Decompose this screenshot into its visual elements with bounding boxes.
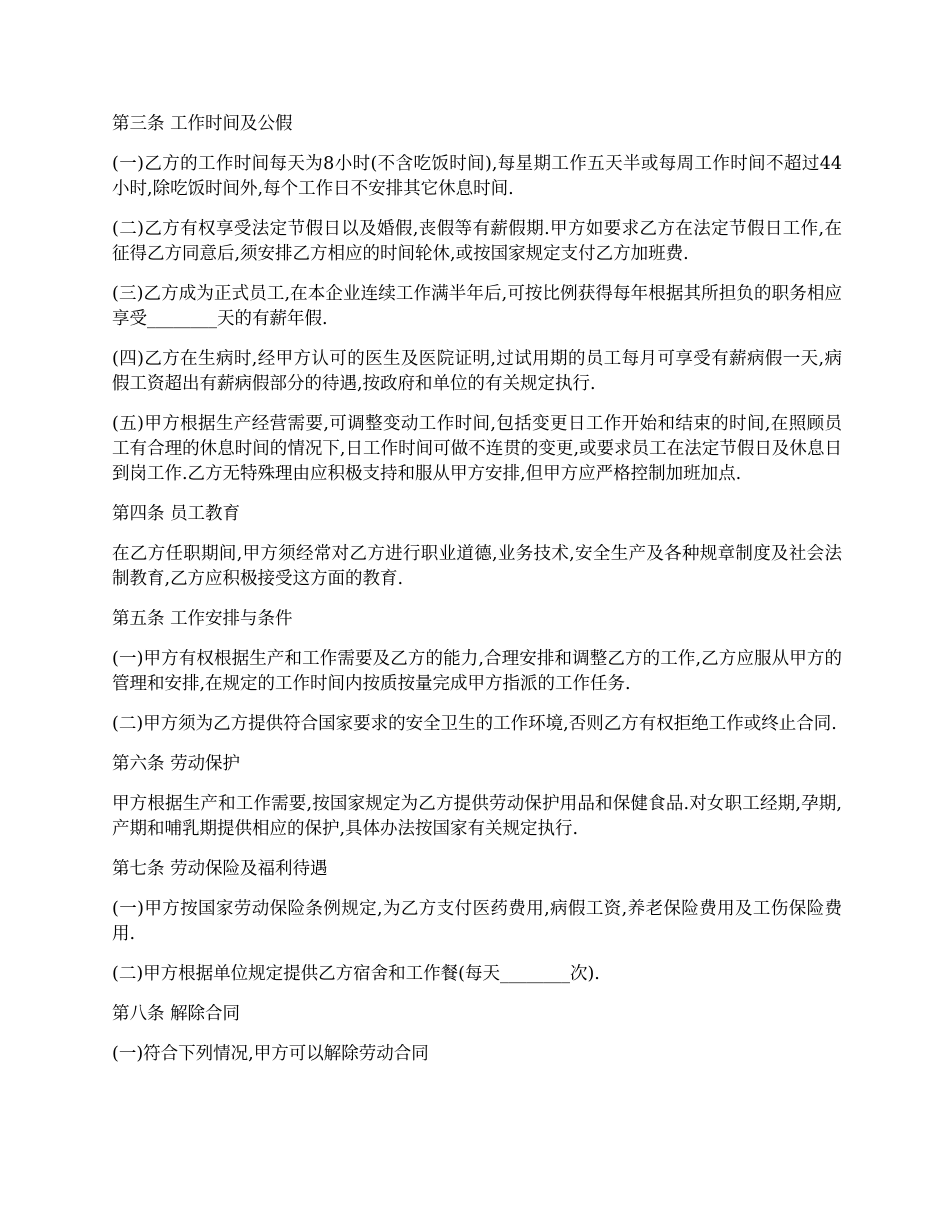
clause-3-2: (二)乙方有权享受法定节假日以及婚假,丧假等有薪假期.甲方如要求乙方在法定节假日工作,在征得乙方同意后,须安排乙方相应的时间轮休,或按国家规定支付乙方加班费. [112,219,842,264]
clause-5-2: (二)甲方须为乙方提供符合国家要求的安全卫生的工作环境,否则乙方有权拒绝工作或终止合同. [112,714,837,734]
clause-3-4: (四)乙方在生病时,经甲方认可的医生及医院证明,过试用期的员工每月可享受有薪病假一天,病假工资超出有薪病假部分的待遇,按政府和单位的有关规定执行. [112,349,842,394]
section-heading-article-4: 第四条 员工教育 [112,504,241,524]
clause-3-1: (一)乙方的工作时间每天为8小时(不含吃饭时间),每星期工作五天半或每周工作时间不超过44小时,除吃饭时间外,每个工作日不安排其它休息时间. [112,154,842,199]
clause-6-body: 甲方根据生产和工作需要,按国家规定为乙方提供劳动保护用品和保健食品.对女职工经期,孕期,产期和哺乳期提供相应的保护,具体办法按国家有关规定执行. [112,794,842,839]
clause-7-2: (二)甲方根据单位规定提供乙方宿舍和工作餐(每天________次). [112,964,600,984]
clause-7-1: (一)甲方按国家劳动保险条例规定,为乙方支付医药费用,病假工资,养老保险费用及工伤保险费用. [112,899,842,944]
document-body [112,112,842,1067]
clause-3-5: (五)甲方根据生产经营需要,可调整变动工作时间,包括变更日工作开始和结束的时间,在照顾员工有合理的休息时间的情况下,日工作时间可做不连贯的变更,或要求员工在法定节假日及休息日到岗工作.乙方无特殊理由应积极支持和服从甲方安排,但甲方应严格控制加班加点. [112,414,842,484]
clause-3-3: (三)乙方成为正式员工,在本企业连续工作满半年后,可按比例获得每年根据其所担负的职务相应享受________天的有薪年假. [112,284,842,329]
section-heading-article-8: 第八条 解除合同 [112,1004,241,1024]
section-heading-article-3: 第三条 工作时间及公假 [112,114,293,134]
clause-5-1: (一)甲方有权根据生产和工作需要及乙方的能力,合理安排和调整乙方的工作,乙方应服从甲方的管理和安排,在规定的工作时间内按质按量完成甲方指派的工作任务. [112,649,842,694]
section-heading-article-5: 第五条 工作安排与条件 [112,609,293,629]
clause-8-1: (一)符合下列情况,甲方可以解除劳动合同 [112,1044,429,1064]
section-heading-article-7: 第七条 劳动保险及福利待遇 [112,859,328,879]
section-heading-article-6: 第六条 劳动保护 [112,754,241,774]
clause-4-body: 在乙方任职期间,甲方须经常对乙方进行职业道德,业务技术,安全生产及各种规章制度及社会法制教育,乙方应积极接受这方面的教育. [112,544,842,589]
